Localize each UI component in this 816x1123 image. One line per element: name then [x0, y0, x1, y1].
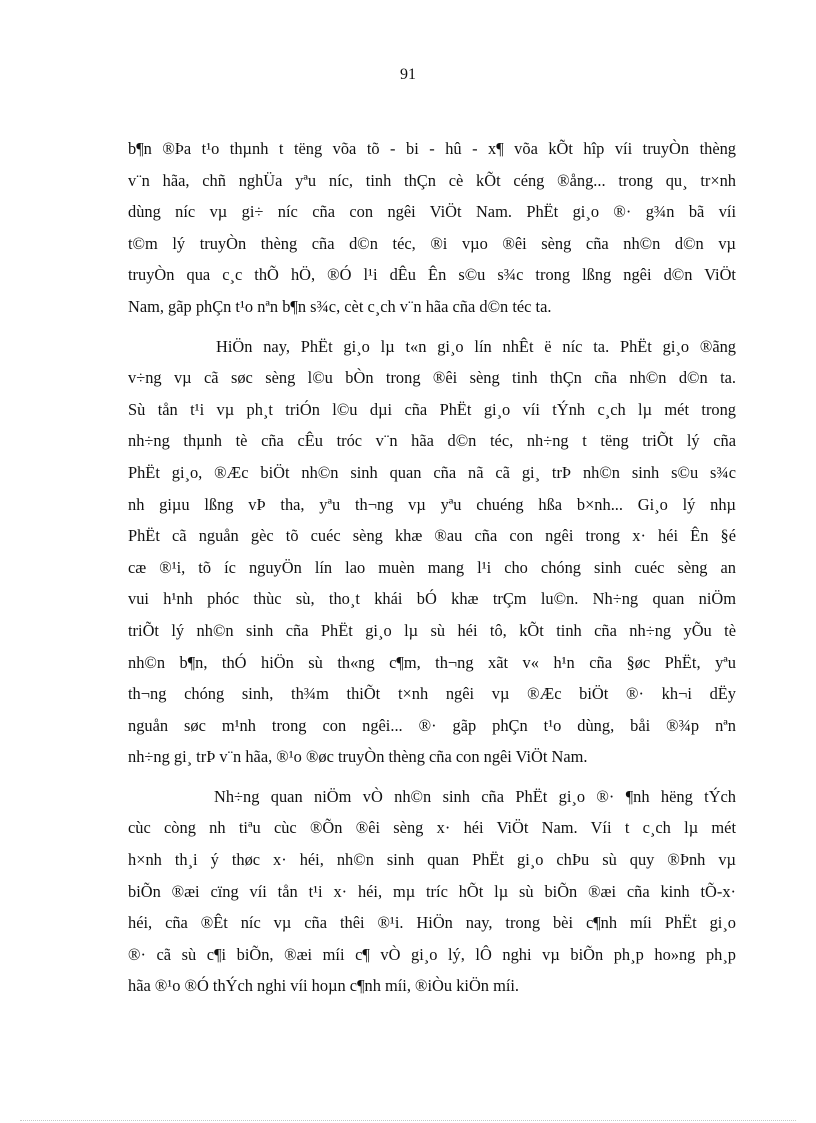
page-bottom-border: [20, 1120, 796, 1121]
text-line: v÷ng vµ cã søc sèng l©u bÒn trong ®êi sèng tinh thÇn cña nh©n d©n ta.: [128, 368, 736, 388]
text-line: PhËt gi¸o, ®Æc biÖt nh©n sinh quan cña nã cã gi¸ trÞ nh©n sinh s©u s¾c: [128, 462, 736, 482]
text-line: Nh÷ng quan niÖm vÒ nh©n sinh cña PhËt gi¸o ®· ¶nh hëng tÝch: [214, 786, 736, 806]
paragraph-2: [128, 331, 736, 773]
text-line: v¨n hãa, chñ nghÜa yªu níc, tinh thÇn cè kÕt céng ®ång... trong qu¸ tr×nh: [128, 170, 736, 190]
text-line: dùng níc vµ gi÷ níc cña con ngêi ViÖt Nam. PhËt gi¸o ®· g¾n bã víi: [128, 202, 736, 222]
text-line: triÕt lý nh©n sinh cña PhËt gi¸o lµ sù héi tô, kÕt tinh cña nh÷ng yÕu tè: [128, 620, 736, 640]
text-line: biÕn ®æi cïng víi tån t¹i x· héi, mµ tríc hÕt lµ sù biÕn ®æi cña kinh tÕ-x·: [128, 881, 736, 901]
text-line: truyÒn qua c¸c thÕ hÖ, ®Ó l¹i dÊu Ên s©u s¾c trong lßng ngêi d©n ViÖt: [128, 265, 736, 285]
text-line: ®· cã sù c¶i biÕn, ®æi míi c¶ vÒ gi¸o lý, lÔ nghi vµ biÕn ph¸p ho»ng ph¸p: [128, 944, 736, 964]
text-line: Sù tån t¹i vµ ph¸t triÓn l©u dµi cña PhËt gi¸o víi tÝnh c¸ch lµ mét trong: [128, 399, 736, 419]
text-line: nh giµu lßng vÞ tha, yªu th¬ng vµ yªu chuéng hßa b×nh... Gi¸o lý nhµ: [128, 494, 736, 514]
body-text: [128, 133, 736, 1002]
text-line: nh÷ng gi¸ trÞ v¨n hãa, ®¹o ®øc truyÒn thèng cña con ngêi ViÖt Nam.: [128, 747, 588, 767]
text-line: b¶n ®Þa t¹o thµnh t tëng võa tõ - bi - hû - x¶ võa kÕt hîp víi truyÒn thèng: [128, 139, 736, 158]
text-line: PhËt cã nguån gèc tõ cuéc sèng khæ ®au cña con ngêi trong x· héi Ên §é: [128, 526, 736, 546]
text-line: cùc còng nh tiªu cùc ®Õn ®êi sèng x· héi ViÖt Nam. Víi t c¸ch lµ mét: [128, 818, 736, 838]
text-line: th¬ng chóng sinh, th¾m thiÕt t×nh ngêi vµ ®Æc biÖt ®· kh¬i dËy: [128, 684, 736, 704]
paragraph-1: [128, 133, 736, 323]
text-line: Nam, gãp phÇn t¹o nªn b¶n s¾c, cèt c¸ch v¨n hãa cña d©n téc ta.: [128, 296, 552, 316]
text-line: h×nh th¸i ý thøc x· héi, nh©n sinh quan PhËt gi¸o chÞu sù quy ®Þnh vµ: [128, 850, 736, 870]
text-line: héi, cña ®Êt níc vµ cña thêi ®¹i. HiÖn nay, trong bèi c¶nh míi PhËt gi¸o: [128, 913, 736, 933]
page-number: 91: [400, 66, 416, 83]
text-line: nguån søc m¹nh trong con ngêi... ®· gãp phÇn t¹o dùng, båi ®¾p nªn: [128, 715, 736, 735]
text-line: vui h¹nh phóc thùc sù, tho¸t khái bÓ khæ trÇm lu©n. Nh÷ng quan niÖm: [128, 589, 736, 609]
text-line: HiÖn nay, PhËt gi¸o lµ t«n gi¸o lín nhÊt ë níc ta. PhËt gi¸o ®ãng: [216, 336, 736, 356]
text-line: cæ ®¹i, tõ íc nguyÖn lín lao muèn mang l¹i cho chóng sinh cuéc sèng an: [128, 557, 736, 577]
text-line: hãa ®¹o ®Ó thÝch nghi víi hoµn c¶nh míi, ®iÒu kiÖn míi.: [128, 976, 520, 996]
paragraph-3: [128, 781, 736, 1002]
text-line: t©m lý truyÒn thèng cña d©n téc, ®i vµo ®êi sèng cña nh©n d©n vµ: [128, 233, 736, 253]
text-line: nh©n b¶n, thÓ hiÖn sù th«ng c¶m, th¬ng xãt v« h¹n cña §øc PhËt, yªu: [128, 652, 736, 672]
text-line: nh÷ng thµnh tè cña cÊu tróc v¨n hãa d©n téc, nh÷ng t tëng triÕt lý cña: [128, 431, 736, 451]
